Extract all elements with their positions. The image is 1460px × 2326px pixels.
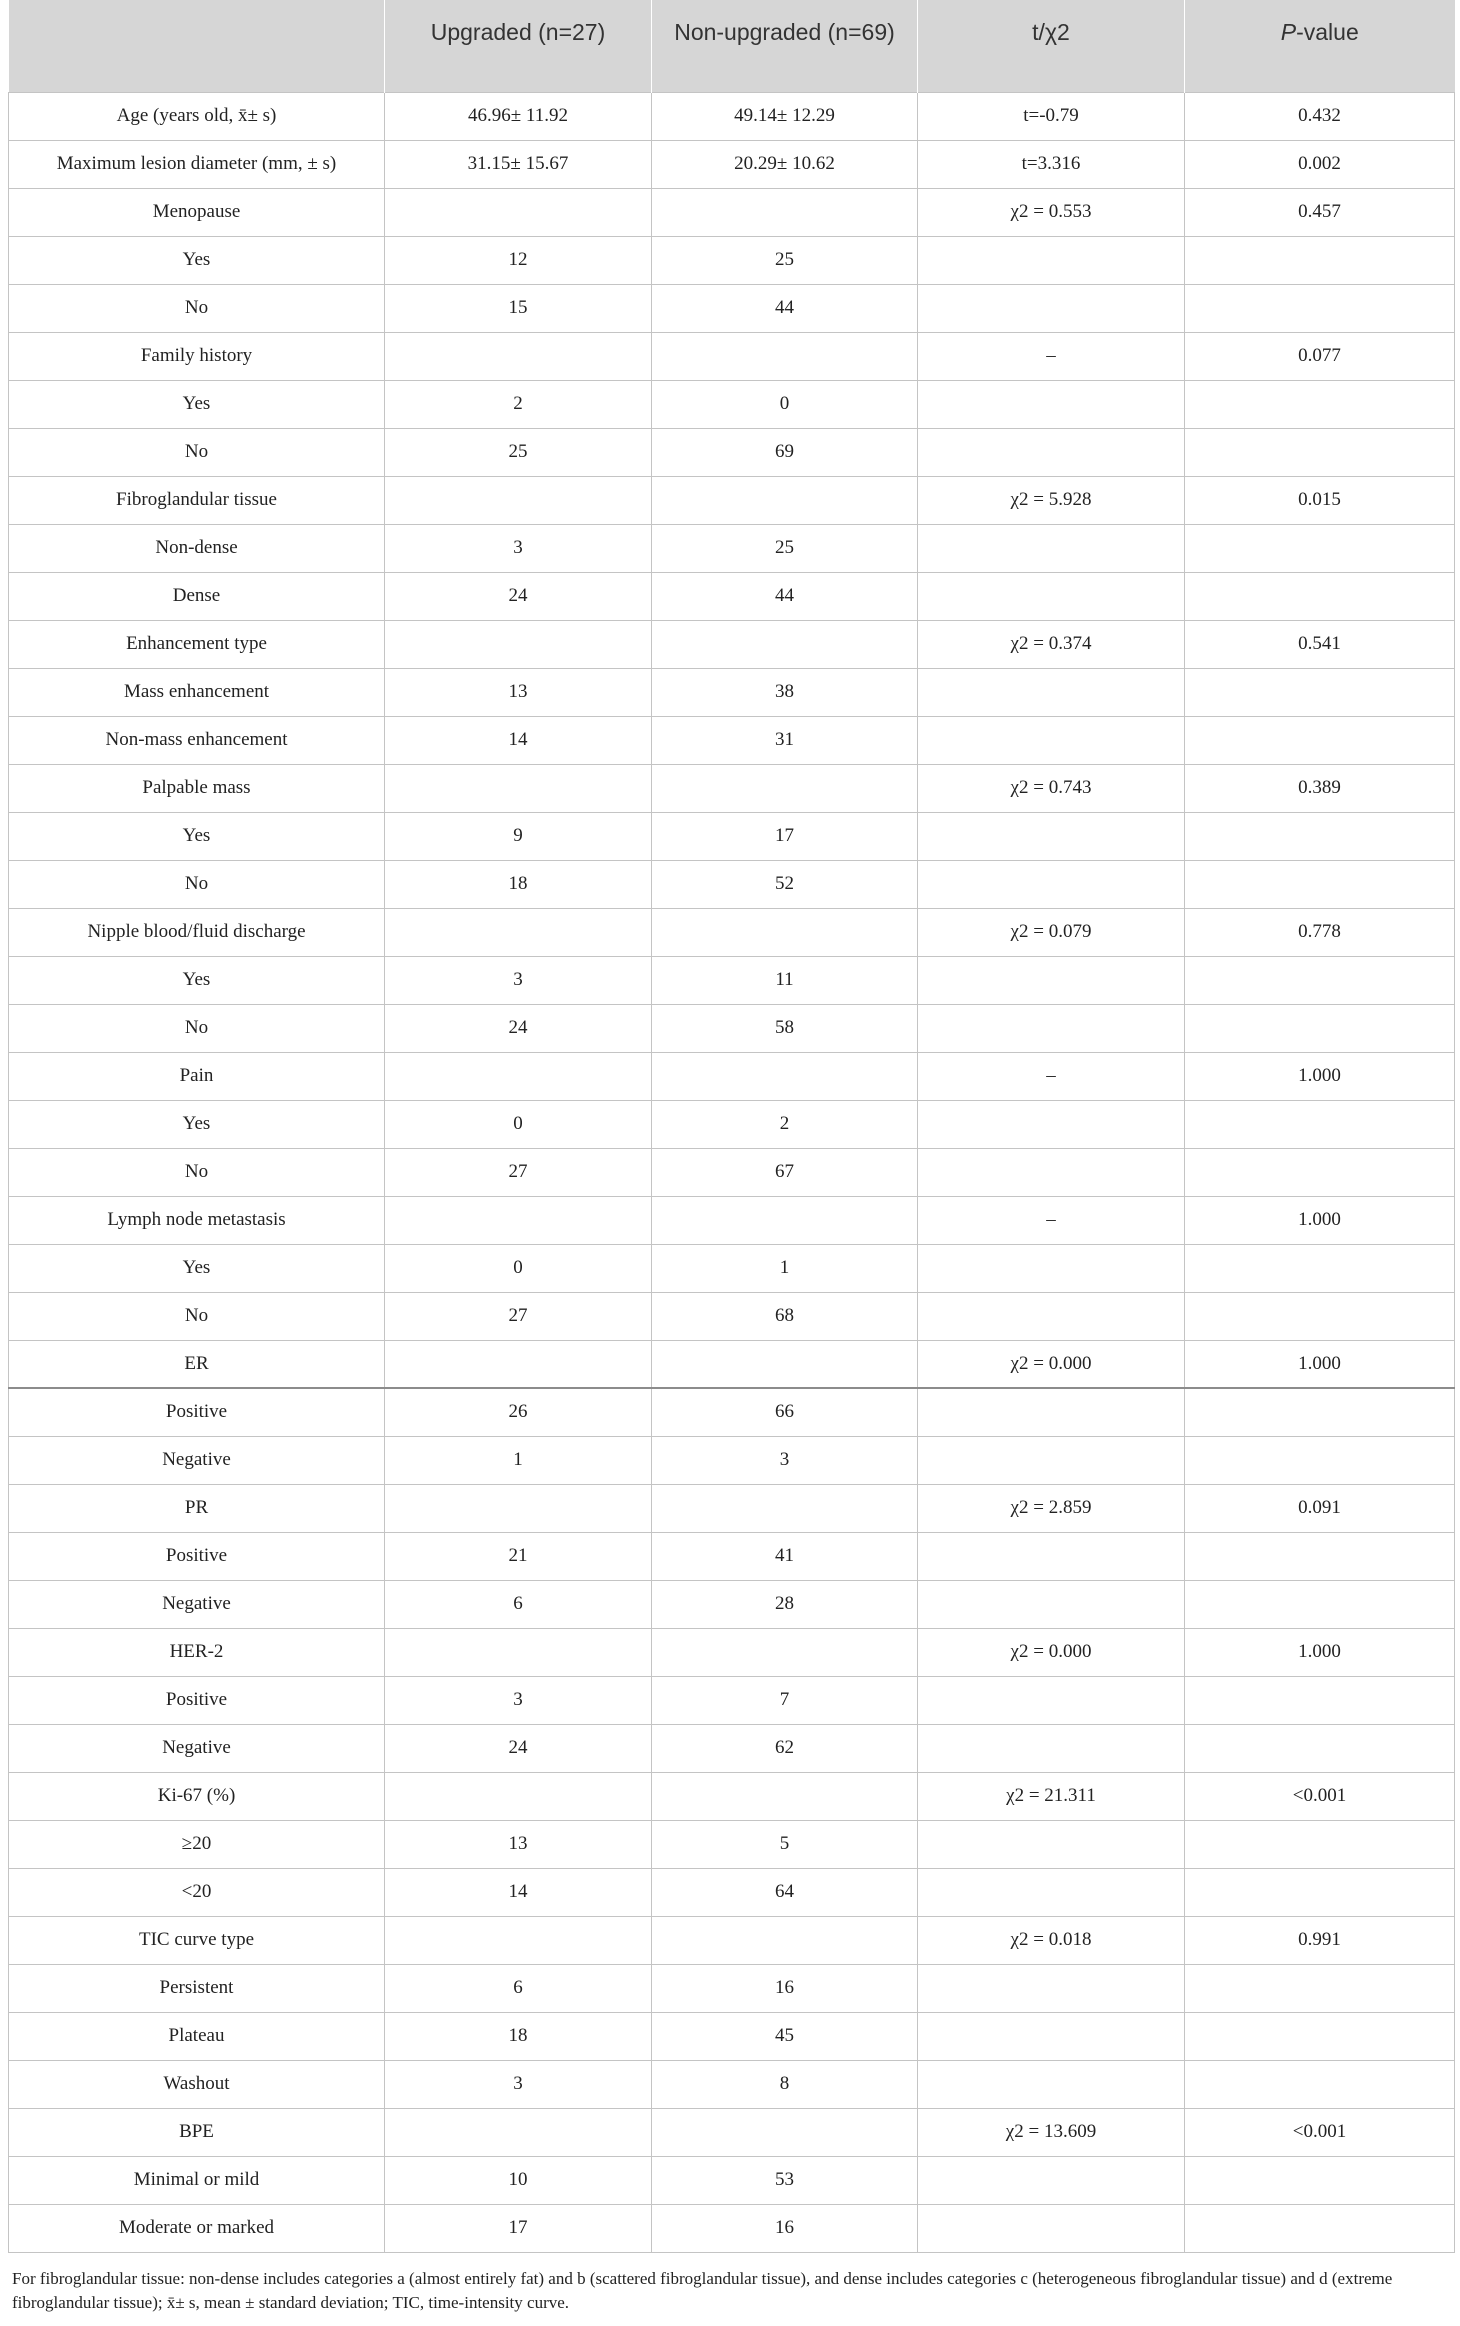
cell-statistic <box>918 2204 1185 2252</box>
cell-upgraded: 6 <box>385 1964 652 2012</box>
cell-non-upgraded <box>652 1772 918 1820</box>
cell-non-upgraded: 68 <box>652 1292 918 1340</box>
header-p-rest: -value <box>1296 19 1359 45</box>
cell-non-upgraded <box>652 620 918 668</box>
cell-non-upgraded: 0 <box>652 380 918 428</box>
cell-variable: Positive <box>9 1388 385 1436</box>
cell-statistic <box>918 524 1185 572</box>
cell-variable: Yes <box>9 380 385 428</box>
table-row <box>9 380 1455 428</box>
table-row <box>9 332 1455 380</box>
cell-p-value <box>1185 1388 1455 1436</box>
cell-variable: Pain <box>9 1052 385 1100</box>
cell-variable: HER-2 <box>9 1628 385 1676</box>
table-row <box>9 1772 1455 1820</box>
cell-p-value <box>1185 668 1455 716</box>
cell-p-value <box>1185 2204 1455 2252</box>
cell-non-upgraded: 44 <box>652 572 918 620</box>
cell-non-upgraded <box>652 1340 918 1388</box>
cell-upgraded <box>385 476 652 524</box>
cell-upgraded: 3 <box>385 1676 652 1724</box>
header-p-italic: P <box>1280 19 1297 45</box>
header-statistic: t/χ2 <box>918 0 1185 92</box>
data-table <box>8 0 1455 2253</box>
cell-p-value: 0.389 <box>1185 764 1455 812</box>
cell-non-upgraded: 28 <box>652 1580 918 1628</box>
table-row <box>9 956 1455 1004</box>
cell-upgraded: 2 <box>385 380 652 428</box>
table-row <box>9 572 1455 620</box>
cell-non-upgraded: 8 <box>652 2060 918 2108</box>
cell-variable: Yes <box>9 1100 385 1148</box>
cell-p-value <box>1185 1148 1455 1196</box>
cell-p-value <box>1185 812 1455 860</box>
cell-non-upgraded <box>652 1052 918 1100</box>
cell-upgraded <box>385 1772 652 1820</box>
cell-p-value: 1.000 <box>1185 1052 1455 1100</box>
header-variable <box>9 0 385 92</box>
cell-variable: No <box>9 860 385 908</box>
cell-statistic <box>918 2060 1185 2108</box>
cell-variable: Negative <box>9 1436 385 1484</box>
cell-upgraded: 24 <box>385 1004 652 1052</box>
cell-variable: Negative <box>9 1724 385 1772</box>
table-row <box>9 764 1455 812</box>
cell-variable: TIC curve type <box>9 1916 385 1964</box>
cell-statistic <box>918 2156 1185 2204</box>
cell-variable: Positive <box>9 1532 385 1580</box>
cell-p-value <box>1185 2156 1455 2204</box>
table-row <box>9 1580 1455 1628</box>
table-row <box>9 2012 1455 2060</box>
cell-statistic: – <box>918 1196 1185 1244</box>
table-row <box>9 1388 1455 1436</box>
cell-variable: Moderate or marked <box>9 2204 385 2252</box>
cell-non-upgraded <box>652 332 918 380</box>
cell-variable: Maximum lesion diameter (mm, ± s) <box>9 140 385 188</box>
cell-variable: Palpable mass <box>9 764 385 812</box>
cell-non-upgraded <box>652 1196 918 1244</box>
cell-non-upgraded: 44 <box>652 284 918 332</box>
header-upgraded: Upgraded (n=27) <box>385 0 652 92</box>
table-row <box>9 476 1455 524</box>
cell-p-value: 0.457 <box>1185 188 1455 236</box>
table-row <box>9 908 1455 956</box>
cell-statistic: χ2 = 0.079 <box>918 908 1185 956</box>
cell-non-upgraded: 41 <box>652 1532 918 1580</box>
table-row <box>9 1052 1455 1100</box>
table-row <box>9 1436 1455 1484</box>
cell-non-upgraded: 5 <box>652 1820 918 1868</box>
cell-variable: No <box>9 1148 385 1196</box>
header-row <box>9 0 1455 92</box>
cell-statistic <box>918 1292 1185 1340</box>
cell-statistic <box>918 572 1185 620</box>
cell-p-value: <0.001 <box>1185 2108 1455 2156</box>
cell-non-upgraded: 2 <box>652 1100 918 1148</box>
cell-variable: Mass enhancement <box>9 668 385 716</box>
cell-upgraded: 24 <box>385 1724 652 1772</box>
cell-variable: Minimal or mild <box>9 2156 385 2204</box>
cell-statistic <box>918 1100 1185 1148</box>
cell-upgraded: 9 <box>385 812 652 860</box>
cell-upgraded <box>385 764 652 812</box>
cell-variable: Yes <box>9 956 385 1004</box>
cell-statistic <box>918 716 1185 764</box>
cell-upgraded <box>385 1196 652 1244</box>
cell-upgraded: 46.96± 11.92 <box>385 92 652 140</box>
cell-statistic: χ2 = 2.859 <box>918 1484 1185 1532</box>
cell-p-value <box>1185 1100 1455 1148</box>
cell-non-upgraded <box>652 2108 918 2156</box>
cell-statistic: t=-0.79 <box>918 92 1185 140</box>
table-row <box>9 1100 1455 1148</box>
cell-statistic <box>918 380 1185 428</box>
table-footnote: For fibroglandular tissue: non-dense includes categories a (almost entirely fat) and b (scattered fibroglandular tissue), and dense includes categories c (heterogeneous fibroglandular tissue) and d (extreme fibroglandular tissue); x̄± s, mean ± standard deviation; TIC, time-intensity curve. <box>12 2268 1393 2312</box>
cell-upgraded <box>385 1628 652 1676</box>
table-row <box>9 1628 1455 1676</box>
cell-statistic <box>918 1244 1185 1292</box>
table-row <box>9 1964 1455 2012</box>
cell-upgraded <box>385 1484 652 1532</box>
cell-variable: No <box>9 428 385 476</box>
cell-non-upgraded: 17 <box>652 812 918 860</box>
header-non-upgraded: Non-upgraded (n=69) <box>652 0 918 92</box>
cell-variable: ≥20 <box>9 1820 385 1868</box>
cell-p-value: <0.001 <box>1185 1772 1455 1820</box>
cell-variable: Yes <box>9 1244 385 1292</box>
cell-variable: Dense <box>9 572 385 620</box>
table-container <box>8 0 1454 2315</box>
cell-statistic <box>918 1724 1185 1772</box>
cell-non-upgraded <box>652 1628 918 1676</box>
cell-p-value <box>1185 236 1455 284</box>
cell-p-value: 0.077 <box>1185 332 1455 380</box>
cell-statistic <box>918 668 1185 716</box>
cell-statistic: χ2 = 5.928 <box>918 476 1185 524</box>
cell-variable: ER <box>9 1340 385 1388</box>
table-row <box>9 1868 1455 1916</box>
table-row <box>9 668 1455 716</box>
cell-upgraded: 21 <box>385 1532 652 1580</box>
cell-upgraded: 17 <box>385 2204 652 2252</box>
cell-upgraded <box>385 1052 652 1100</box>
cell-upgraded: 10 <box>385 2156 652 2204</box>
cell-statistic: χ2 = 0.000 <box>918 1340 1185 1388</box>
cell-upgraded: 15 <box>385 284 652 332</box>
cell-statistic <box>918 1388 1185 1436</box>
cell-variable: Non-dense <box>9 524 385 572</box>
cell-upgraded: 1 <box>385 1436 652 1484</box>
cell-upgraded <box>385 332 652 380</box>
cell-p-value <box>1185 2060 1455 2108</box>
cell-statistic: χ2 = 0.553 <box>918 188 1185 236</box>
cell-upgraded: 26 <box>385 1388 652 1436</box>
cell-variable: Washout <box>9 2060 385 2108</box>
table-row <box>9 2204 1455 2252</box>
cell-non-upgraded <box>652 764 918 812</box>
cell-statistic <box>918 236 1185 284</box>
cell-statistic <box>918 1676 1185 1724</box>
cell-non-upgraded: 53 <box>652 2156 918 2204</box>
table-row <box>9 428 1455 476</box>
cell-statistic: χ2 = 0.000 <box>918 1628 1185 1676</box>
table-row <box>9 2156 1455 2204</box>
cell-variable: Non-mass enhancement <box>9 716 385 764</box>
table-row <box>9 284 1455 332</box>
cell-upgraded: 18 <box>385 2012 652 2060</box>
cell-statistic <box>918 812 1185 860</box>
cell-variable: No <box>9 1004 385 1052</box>
cell-p-value <box>1185 1868 1455 1916</box>
cell-statistic <box>918 1868 1185 1916</box>
cell-p-value <box>1185 860 1455 908</box>
cell-p-value <box>1185 716 1455 764</box>
cell-p-value <box>1185 572 1455 620</box>
table-row <box>9 2108 1455 2156</box>
cell-non-upgraded: 25 <box>652 524 918 572</box>
cell-upgraded <box>385 908 652 956</box>
cell-variable: Lymph node metastasis <box>9 1196 385 1244</box>
table-row <box>9 1916 1455 1964</box>
table-row <box>9 2060 1455 2108</box>
cell-p-value <box>1185 1244 1455 1292</box>
cell-p-value: 1.000 <box>1185 1628 1455 1676</box>
cell-non-upgraded: 69 <box>652 428 918 476</box>
table-row <box>9 236 1455 284</box>
cell-upgraded: 14 <box>385 716 652 764</box>
cell-non-upgraded <box>652 476 918 524</box>
cell-variable: No <box>9 284 385 332</box>
cell-variable: Nipple blood/fluid discharge <box>9 908 385 956</box>
cell-p-value <box>1185 956 1455 1004</box>
cell-upgraded <box>385 188 652 236</box>
cell-variable: Yes <box>9 812 385 860</box>
cell-upgraded <box>385 1916 652 1964</box>
table-row <box>9 1004 1455 1052</box>
cell-p-value <box>1185 1724 1455 1772</box>
cell-upgraded: 27 <box>385 1292 652 1340</box>
cell-non-upgraded: 16 <box>652 1964 918 2012</box>
cell-statistic <box>918 1964 1185 2012</box>
cell-non-upgraded: 38 <box>652 668 918 716</box>
cell-statistic: χ2 = 13.609 <box>918 2108 1185 2156</box>
cell-variable: Fibroglandular tissue <box>9 476 385 524</box>
cell-upgraded: 13 <box>385 668 652 716</box>
cell-statistic <box>918 860 1185 908</box>
cell-statistic <box>918 1436 1185 1484</box>
cell-non-upgraded <box>652 1916 918 1964</box>
table-row <box>9 1196 1455 1244</box>
cell-variable: Yes <box>9 236 385 284</box>
cell-statistic: t=3.316 <box>918 140 1185 188</box>
cell-variable: BPE <box>9 2108 385 2156</box>
cell-non-upgraded: 31 <box>652 716 918 764</box>
cell-p-value <box>1185 1004 1455 1052</box>
table-row <box>9 1724 1455 1772</box>
cell-statistic: – <box>918 332 1185 380</box>
cell-p-value <box>1185 524 1455 572</box>
cell-upgraded: 27 <box>385 1148 652 1196</box>
cell-upgraded <box>385 1340 652 1388</box>
cell-non-upgraded: 45 <box>652 2012 918 2060</box>
cell-variable: Negative <box>9 1580 385 1628</box>
cell-p-value <box>1185 428 1455 476</box>
cell-non-upgraded: 62 <box>652 1724 918 1772</box>
table-row <box>9 1676 1455 1724</box>
cell-p-value: 0.002 <box>1185 140 1455 188</box>
cell-upgraded: 3 <box>385 2060 652 2108</box>
cell-p-value: 0.541 <box>1185 620 1455 668</box>
table-row <box>9 1532 1455 1580</box>
cell-p-value <box>1185 1532 1455 1580</box>
cell-non-upgraded: 67 <box>652 1148 918 1196</box>
cell-upgraded <box>385 620 652 668</box>
cell-upgraded: 6 <box>385 1580 652 1628</box>
cell-variable: PR <box>9 1484 385 1532</box>
table-row <box>9 188 1455 236</box>
cell-variable: <20 <box>9 1868 385 1916</box>
cell-statistic <box>918 1820 1185 1868</box>
table-row <box>9 860 1455 908</box>
cell-variable: Enhancement type <box>9 620 385 668</box>
cell-upgraded: 0 <box>385 1100 652 1148</box>
cell-p-value: 0.091 <box>1185 1484 1455 1532</box>
header-p-value <box>1185 0 1455 92</box>
cell-p-value <box>1185 2012 1455 2060</box>
cell-upgraded: 3 <box>385 956 652 1004</box>
cell-upgraded: 13 <box>385 1820 652 1868</box>
cell-upgraded <box>385 2108 652 2156</box>
cell-upgraded: 12 <box>385 236 652 284</box>
table-row <box>9 1484 1455 1532</box>
table-row <box>9 620 1455 668</box>
cell-variable: Persistent <box>9 1964 385 2012</box>
table-row <box>9 1340 1455 1388</box>
cell-non-upgraded <box>652 188 918 236</box>
cell-statistic: χ2 = 21.311 <box>918 1772 1185 1820</box>
cell-statistic <box>918 2012 1185 2060</box>
cell-non-upgraded: 25 <box>652 236 918 284</box>
cell-upgraded: 14 <box>385 1868 652 1916</box>
cell-variable: Age (years old, x̄± s) <box>9 92 385 140</box>
cell-non-upgraded <box>652 908 918 956</box>
cell-statistic <box>918 1148 1185 1196</box>
cell-non-upgraded: 7 <box>652 1676 918 1724</box>
cell-p-value: 1.000 <box>1185 1196 1455 1244</box>
cell-p-value <box>1185 380 1455 428</box>
cell-non-upgraded: 66 <box>652 1388 918 1436</box>
cell-upgraded: 31.15± 15.67 <box>385 140 652 188</box>
cell-p-value <box>1185 1292 1455 1340</box>
cell-statistic: χ2 = 0.374 <box>918 620 1185 668</box>
cell-statistic: – <box>918 1052 1185 1100</box>
cell-p-value <box>1185 1676 1455 1724</box>
table-row <box>9 524 1455 572</box>
cell-statistic <box>918 428 1185 476</box>
cell-non-upgraded: 58 <box>652 1004 918 1052</box>
cell-variable: Family history <box>9 332 385 380</box>
cell-upgraded: 24 <box>385 572 652 620</box>
cell-statistic <box>918 956 1185 1004</box>
cell-p-value <box>1185 1580 1455 1628</box>
cell-non-upgraded: 52 <box>652 860 918 908</box>
table-row <box>9 716 1455 764</box>
cell-non-upgraded: 11 <box>652 956 918 1004</box>
cell-statistic <box>918 1004 1185 1052</box>
cell-non-upgraded: 49.14± 12.29 <box>652 92 918 140</box>
cell-variable: Ki-67 (%) <box>9 1772 385 1820</box>
cell-non-upgraded: 3 <box>652 1436 918 1484</box>
cell-non-upgraded: 64 <box>652 1868 918 1916</box>
cell-non-upgraded: 16 <box>652 2204 918 2252</box>
cell-p-value: 1.000 <box>1185 1340 1455 1388</box>
cell-p-value <box>1185 1436 1455 1484</box>
cell-statistic <box>918 1580 1185 1628</box>
cell-upgraded: 18 <box>385 860 652 908</box>
table-row <box>9 1148 1455 1196</box>
table-row <box>9 1292 1455 1340</box>
cell-p-value: 0.432 <box>1185 92 1455 140</box>
cell-statistic: χ2 = 0.018 <box>918 1916 1185 1964</box>
cell-upgraded: 3 <box>385 524 652 572</box>
table-body <box>9 92 1455 2252</box>
table-row <box>9 1244 1455 1292</box>
cell-non-upgraded <box>652 1484 918 1532</box>
cell-statistic <box>918 284 1185 332</box>
table-row <box>9 92 1455 140</box>
cell-non-upgraded: 1 <box>652 1244 918 1292</box>
table-row <box>9 1820 1455 1868</box>
cell-variable: Plateau <box>9 2012 385 2060</box>
cell-upgraded: 0 <box>385 1244 652 1292</box>
cell-p-value: 0.778 <box>1185 908 1455 956</box>
table-row <box>9 812 1455 860</box>
table-row <box>9 140 1455 188</box>
cell-variable: No <box>9 1292 385 1340</box>
cell-p-value <box>1185 284 1455 332</box>
cell-statistic <box>918 1532 1185 1580</box>
cell-variable: Menopause <box>9 188 385 236</box>
cell-p-value: 0.991 <box>1185 1916 1455 1964</box>
cell-variable: Positive <box>9 1676 385 1724</box>
cell-p-value <box>1185 1964 1455 2012</box>
cell-upgraded: 25 <box>385 428 652 476</box>
cell-p-value <box>1185 1820 1455 1868</box>
cell-p-value: 0.015 <box>1185 476 1455 524</box>
cell-non-upgraded: 20.29± 10.62 <box>652 140 918 188</box>
cell-statistic: χ2 = 0.743 <box>918 764 1185 812</box>
